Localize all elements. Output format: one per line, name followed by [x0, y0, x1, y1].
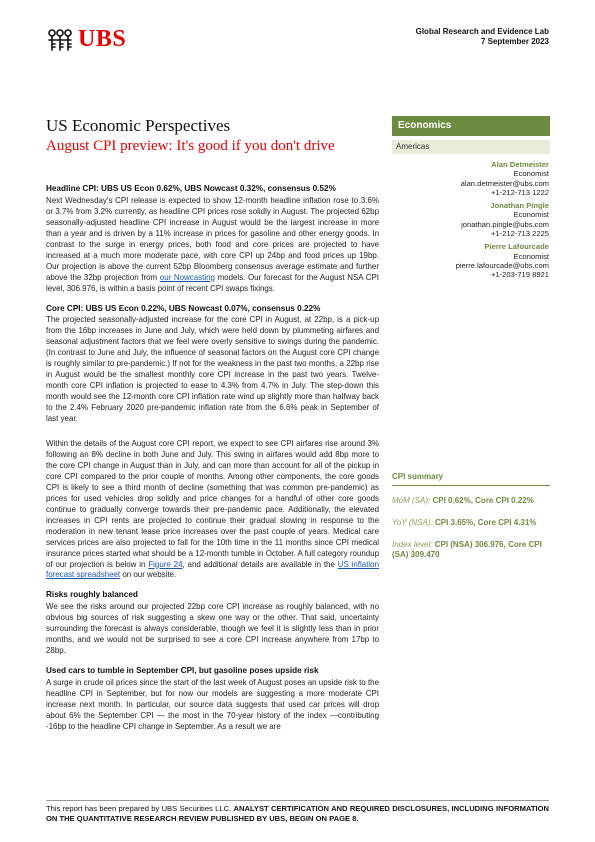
author-phone: +1-212-713 2225 [490, 229, 549, 239]
author-email[interactable]: alan.detmeister@ubs.com [460, 178, 549, 188]
nowcasting-link[interactable]: our Nowcasting [159, 272, 215, 282]
paragraph-headline-cpi [46, 196, 379, 295]
report-body [46, 184, 379, 742]
cpi-mom-value: CPI 0.62%, Core CPI 0.22% [432, 496, 534, 505]
section-heading-core-cpi: Core CPI: UBS US Econ 0.22%, UBS Nowcast 0.07%, consensus 0.22% [46, 303, 321, 313]
paragraph-text: on our website. [120, 570, 177, 580]
paragraph-text: Next Wednesday's CPI release is expected to show 12-month headline inflation rose to 3.6% or 3.7% from 3.2% currently, as headline CPI prices rose solidly in August. The projected 62bp seasonally-adjusted headline CPI increase in August would be the largest increase in more than a year and is driven by a 11% increase in prices for gasoline and other energy goods. In contrast to the surge in energy prices, both food and core prices are projected to have increased at a much more moderate pace, with core CPI up 24bp and food prices up 19bp. Our projection is above the current 52bp Bloomberg consensus average estimate and further above the 32bp projection from [46, 195, 379, 282]
cpi-yoy-value: CPI 3.65%, Core CPI 4.31% [435, 518, 537, 527]
author-name: Alan Detmeister [491, 160, 549, 169]
author-entry [456, 160, 549, 197]
author-role: Economist [513, 251, 549, 261]
cpi-yoy-label: YoY (NSA): [392, 518, 433, 527]
cpi-mom-label: MoM (SA): [392, 496, 431, 505]
figure-24-link[interactable]: Figure 24 [148, 559, 183, 569]
author-email[interactable]: pierre.lafourcade@ubs.com [455, 260, 549, 270]
author-name: Jonathan Pingle [490, 201, 549, 211]
report-date: 7 September 2023 [480, 37, 549, 46]
author-email[interactable]: jonathan.pingle@ubs.com [461, 219, 549, 229]
paragraph-risks: We see the risks around our projected 22bp core CPI increase as roughly balanced, with no obvious big sources of risk suggesting a skew one way or the other. That said, uncertainty surrounding the forecast is always considerable, though we feel it is slightly less than in prior months, and we would not be surprised to see a core CPI increase anywhere from 17bp to 28bp. [46, 602, 379, 656]
paragraph-used-cars: A surge in crude oil prices since the start of the last week of August poses an upside risk to the headline CPI in September, but for now our models are suggesting a more moderate CPI increase next month. In particular, our source data suggests that used car prices will drop about 6% the September CPI — the most in the 70-year history of the index —contributing -16bp to the headline CPI change in September. As a result we are [46, 678, 379, 731]
paragraph-text: Within the details of the August core CPI report, we expect to see CPI airfares rise around 3% following an 8% decline in both June and July. This swing in airfares would add 8bp more to the core CPI change in August than in July, and can more than account for all of the pickup in core CPI compared to the prior couple of months. Among other components, the core goods CPI is likely to see a third month of decline (something that was common pre-pandemic) as prices for used vehicles drop solidly and price changes for a handful of other core goods continue to gradually converge towards their pre-pandemic pace. Additionally, the elevated increases in CPI rents are projected to continue their gradual slowing in response to the moderation in new tenant lease price increases over the past couple of years. Medical care services prices are also projected to fall for the 10th time in the 11 months since CPI medical insurance prices started what should be a 12-month tumble in October. A full category roundup of our projection is below in [46, 439, 379, 569]
author-entry [456, 201, 549, 238]
footer-prepared-by: This report has been prepared by UBS Securities LLC. [46, 804, 234, 813]
author-role: Economist [513, 169, 549, 179]
paragraph-core-details [46, 439, 379, 581]
cpi-yoy-row [392, 518, 550, 528]
sector-banner: Economics [392, 116, 550, 136]
ubs-logo [46, 26, 126, 53]
author-phone: +1-212-713 1222 [490, 187, 549, 197]
inflation-spreadsheet-link[interactable]: US inflation forecast spreadsheet [46, 559, 379, 580]
section-heading-used-cars: Used cars to tumble in September CPI, but gasoline poses upside risk [46, 666, 319, 676]
report-series-title: US Economic Perspectives [46, 116, 231, 135]
author-role: Economist [513, 210, 549, 220]
section-heading-risks: Risks roughly balanced [46, 590, 138, 600]
author-name: Pierre Lafourcade [484, 242, 549, 252]
ubs-keys-icon [46, 28, 74, 52]
research-lab-label: Global Research and Evidence Lab [415, 27, 549, 36]
cpi-mom-row [392, 496, 550, 506]
author-list [456, 160, 549, 284]
paragraph-text: models. Our forecast for the August NSA CPI level, 306.976, is within a basis point of recent CPI swaps fixings. [46, 272, 379, 293]
paragraph-text: , and additional details are available in the [182, 559, 338, 569]
cpi-index-label: Index level: [392, 540, 433, 549]
report-title: August CPI preview: It's good if you don't drive [46, 138, 335, 154]
cpi-summary-heading: CPI summary [392, 472, 550, 486]
paragraph-core-cpi: The projected seasonally-adjusted increase for the core CPI in August, at 22bp, is a pick-up from the 16bp increases in June and July, which were held down by plummeting airfares and seasonal adjustment factors that we feel were overly sensitive to swings during the pandemic. (In contrast to June and July, the influence of seasonal factors on the August core CPI change is roughly similar to pre-pandemic.) If not for the weakness in the past two months, a 22bp rise in August would be the smallest monthly core CPI increase in the past two years. Twelve-month core CPI inflation is projected to ease to 4.3% from 4.7% in July. The step-down this month would see the 12-month core CPI inflation rate wind up slightly more than halfway back to the 2.4% February 2020 pre-pandemic inflation rate from the 6.6% peak in September of last year. [46, 315, 379, 424]
ubs-wordmark: UBS [78, 26, 127, 52]
header-meta [416, 27, 549, 47]
cpi-summary-panel [392, 472, 550, 572]
cpi-index-row [392, 540, 550, 560]
section-heading-headline-cpi: Headline CPI: UBS US Econ 0.62%, UBS Nowcast 0.32%, consensus 0.52% [46, 184, 336, 193]
disclosure-footer [46, 804, 549, 823]
author-phone: +1-203-719 8921 [490, 270, 549, 280]
region-banner: Americas [392, 140, 550, 154]
author-entry [456, 242, 549, 279]
footer-divider [46, 800, 549, 801]
cpi-index-value: CPI (NSA) 306.976, Core CPI (SA) 309.470 [392, 540, 542, 559]
footer-disclosure-notice: ANALYST CERTIFICATION AND REQUIRED DISCLOSURES, INCLUDING INFORMATION ON THE QUANTITATIVE RESEARCH REVIEW PUBLISHED BY UBS, BEGIN ON PAGE 8. [46, 804, 549, 823]
